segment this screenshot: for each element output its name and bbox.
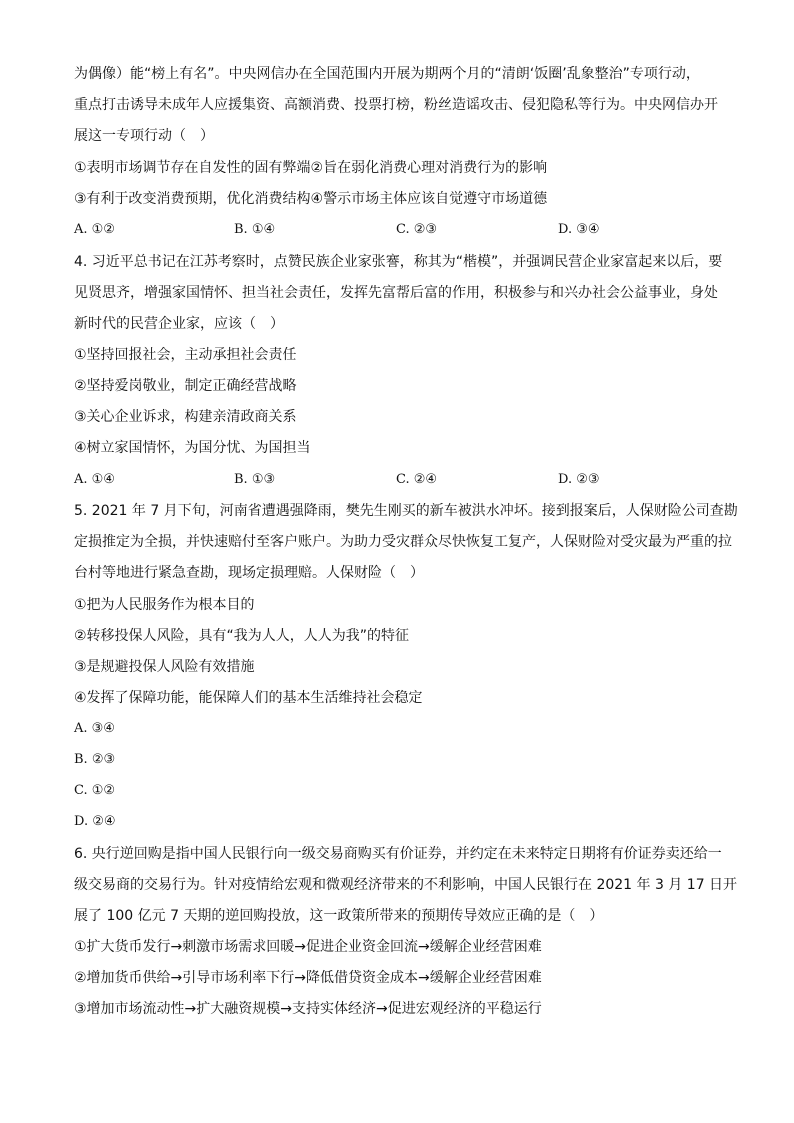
q5-option-c[interactable]: C. ①② <box>74 783 116 798</box>
q6-line-2: 级交易商的交易行为。针对疫情给宏观和微观经济带来的不利影响，中国人民银行在 2021 年 3 月 17 日开 <box>74 877 738 893</box>
q4-option-c[interactable]: C. ②④ <box>396 472 438 487</box>
q3-line-1: 为偶像）能“榜上有名”。中央网信办在全国范围内开展为期两个月的“清朗‘饭圈’乱象整治”专项行动， <box>74 66 700 82</box>
q4-statement-2: ②坚持爱岗敬业，制定正确经营战略 <box>74 378 297 394</box>
q5-statement-4: ④发挥了保障功能，能保障人们的基本生活维持社会稳定 <box>74 690 423 706</box>
q4-option-d[interactable]: D. ②③ <box>558 472 600 487</box>
q4-statement-3: ③关心企业诉求，构建亲清政商关系 <box>74 409 297 425</box>
q6-line-3: 展了 100 亿元 7 天期的逆回购投放，这一政策所带来的预期传导效应正确的是（ ） <box>74 908 604 924</box>
q3-statement-1-2: ①表明市场调节存在自发性的固有弊端②旨在弱化消费心理对消费行为的影响 <box>74 160 548 176</box>
q3-option-d[interactable]: D. ③④ <box>558 222 600 237</box>
q5-line-1: 5. 2021 年 7 月下旬，河南省遭遇强降雨，樊先生刚买的新车被洪水冲坏。接到报案后，人保财险公司查勘 <box>74 503 738 519</box>
q5-option-a[interactable]: A. ③④ <box>74 721 115 736</box>
q4-line-1: 4. 习近平总书记在江苏考察时，点赞民族企业家张謇，称其为“楷模”，并强调民营企业家富起来以后，要 <box>74 254 723 270</box>
q5-statement-3: ③是规避投保人风险有效措施 <box>74 659 255 675</box>
q6-statement-2: ②增加货币供给→引导市场利率下行→降低借贷资金成本→缓解企业经营困难 <box>74 970 542 986</box>
q3-line-2: 重点打击诱导未成年人应援集资、高额消费、投票打榜，粉丝造谣攻击、侵犯隐私等行为。中央网信办开 <box>74 97 718 113</box>
q4-statement-4: ④树立家国情怀，为国分忧、为国担当 <box>74 440 311 456</box>
q6-statement-1: ①扩大货币发行→刺激市场需求回暖→促进企业资金回流→缓解企业经营困难 <box>74 939 542 955</box>
q4-option-b[interactable]: B. ①③ <box>234 472 276 487</box>
q3-option-b[interactable]: B. ①④ <box>234 222 276 237</box>
q5-option-d[interactable]: D. ②④ <box>74 814 116 829</box>
q3-option-c[interactable]: C. ②③ <box>396 222 438 237</box>
q5-line-3: 台村等地进行紧急查勘，现场定损理赔。人保财险（ ） <box>74 565 424 581</box>
q5-statement-2: ②转移投保人风险，具有“我为人人，人人为我”的特征 <box>74 628 410 644</box>
q5-option-b[interactable]: B. ②③ <box>74 752 116 767</box>
q4-option-a[interactable]: A. ①④ <box>74 472 115 487</box>
q3-option-a[interactable]: A. ①② <box>74 222 115 237</box>
q3-statement-3-4: ③有利于改变消费预期，优化消费结构④警示市场主体应该自觉遵守市场道德 <box>74 191 548 207</box>
q3-line-3: 展这一专项行动（ ） <box>74 128 214 144</box>
q6-line-1: 6. 央行逆回购是指中国人民银行向一级交易商购买有价证券，并约定在未来特定日期将有价证券卖还给一 <box>74 846 722 862</box>
q4-statement-1: ①坚持回报社会，主动承担社会责任 <box>74 347 297 363</box>
q5-statement-1: ①把为人民服务作为根本目的 <box>74 597 255 613</box>
q4-line-3: 新时代的民营企业家，应该（ ） <box>74 316 284 332</box>
q5-line-2: 定损推定为全损，并快速赔付至客户账户。为助力受灾群众尽快恢复工复产，人保财险对受灾最为严重的拉 <box>74 534 732 550</box>
q6-statement-3: ③增加市场流动性→扩大融资规模→支持实体经济→促进宏观经济的平稳运行 <box>74 1001 542 1017</box>
q4-line-2: 见贤思齐，增强家国情怀、担当社会责任，发挥先富帮后富的作用，积极参与和兴办社会公益事业，身处 <box>74 285 718 301</box>
